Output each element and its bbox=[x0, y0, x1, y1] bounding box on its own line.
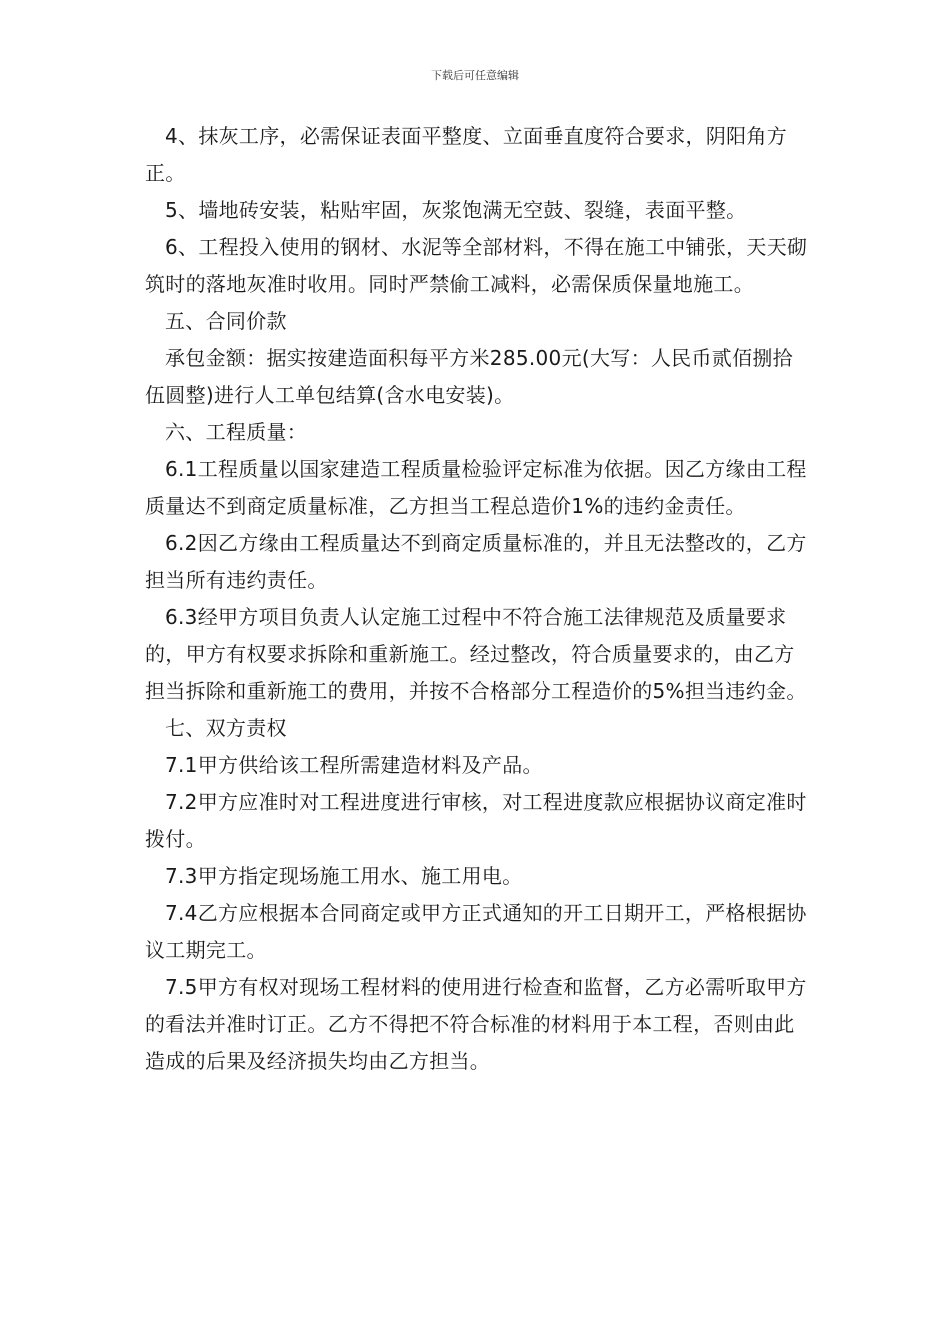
clause-7-5: 7.5甲方有权对现场工程材料的使用进行检查和监督，乙方必需听取甲方的看法并准时订正。乙方不得把不符合标准的材料用于本工程，否则由此造成的后果及经济损失均由乙方担当。 bbox=[145, 975, 807, 1073]
clause-7-4: 7.4乙方应根据本合同商定或甲方正式通知的开工日期开工，严格根据协议工期完工。 bbox=[145, 901, 807, 962]
clause-6-3: 6.3经甲方项目负责人认定施工过程中不符合施工法律规范及质量要求的，甲方有权要求拆除和重新施工。经过整改，符合质量要求的，由乙方担当拆除和重新施工的费用，并按不合格部分工程造价的5%担当违约金。 bbox=[145, 605, 807, 703]
clause-7-2: 7.2甲方应准时对工程进度进行审核，对工程进度款应根据协议商定准时拨付。 bbox=[145, 790, 807, 851]
paragraph-contract-amount: 承包金额：据实按建造面积每平方米285.00元(大写：人民币贰佰捌拾伍圆整)进行人工单包结算(含水电安装)。 bbox=[145, 346, 793, 407]
page-header: 下载后可任意编辑 bbox=[431, 69, 519, 82]
clause-7-3: 7.3甲方指定现场施工用水、施工用电。 bbox=[165, 864, 523, 888]
section-heading-quality: 六、工程质量： bbox=[165, 420, 308, 444]
clause-6-2: 6.2因乙方缘由工程质量达不到商定质量标准的，并且无法整改的，乙方担当所有违约责任。 bbox=[145, 531, 807, 592]
section-heading-rights: 七、双方责权 bbox=[165, 716, 287, 740]
paragraph-tiling: 5、墙地砖安装，粘贴牢固，灰浆饱满无空鼓、裂缝，表面平整。 bbox=[165, 198, 747, 222]
document-body bbox=[145, 118, 813, 1080]
clause-6-1: 6.1工程质量以国家建造工程质量检验评定标准为依据。因乙方缘由工程质量达不到商定质量标准，乙方担当工程总造价1%的违约金责任。 bbox=[145, 457, 807, 518]
paragraph-plastering: 4、抹灰工序，必需保证表面平整度、立面垂直度符合要求，阴阳角方正。 bbox=[145, 124, 788, 185]
paragraph-materials: 6、工程投入使用的钢材、水泥等全部材料，不得在施工中铺张，天天砌筑时的落地灰准时收用。同时严禁偷工减料，必需保质保量地施工。 bbox=[145, 235, 808, 296]
clause-7-1: 7.1甲方供给该工程所需建造材料及产品。 bbox=[165, 753, 543, 777]
section-heading-contract-price: 五、合同价款 bbox=[165, 309, 287, 333]
